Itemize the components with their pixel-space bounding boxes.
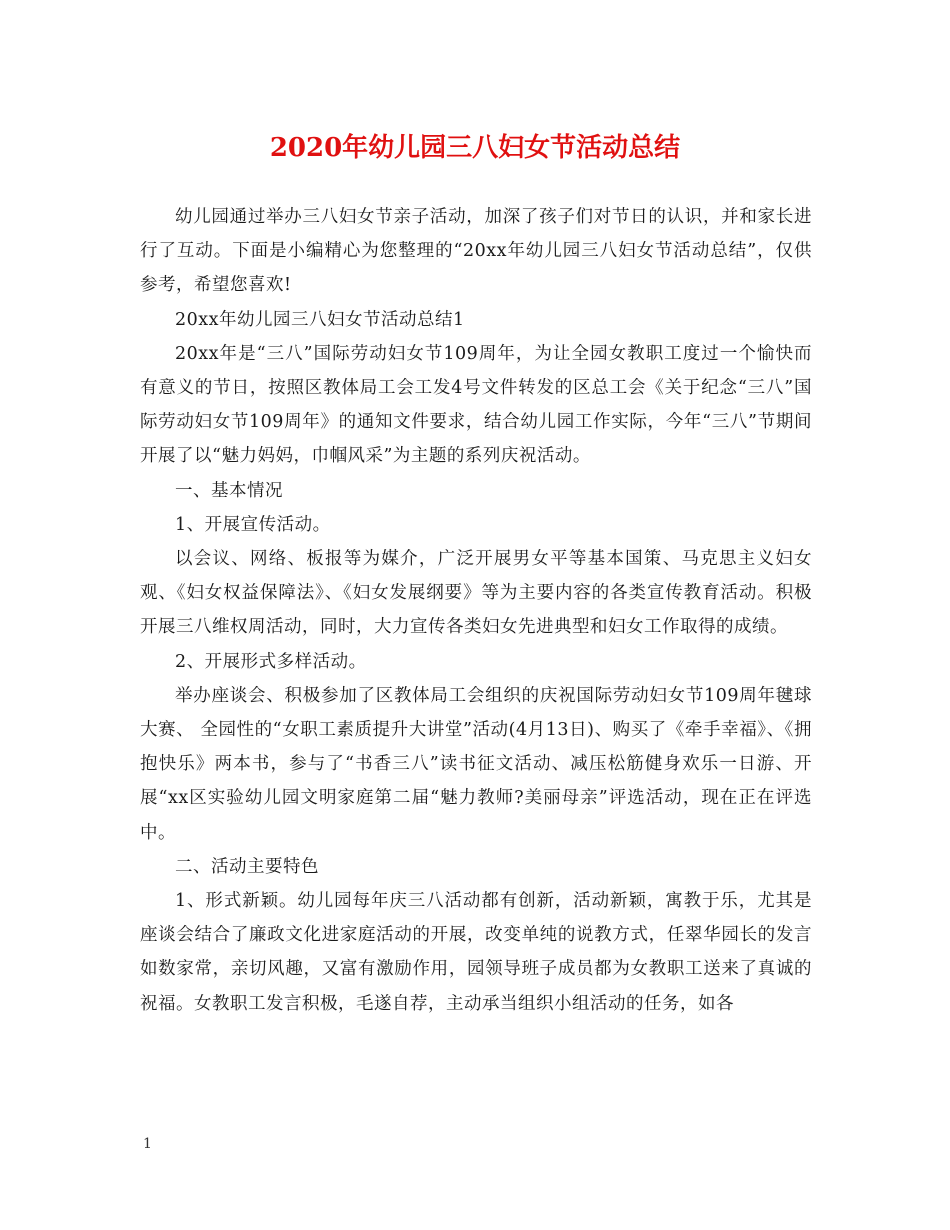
- body-paragraph: 举办座谈会、积极参加了区教体局工会组织的庆祝国际劳动妇女节109周年毽球大赛、 全园性的“女职工素质提升大讲堂”活动(4月13日)、购买了《牵手幸福》、《拥抱快乐》两本书，参与了“书香三八”读书征文活动、减压松筋健身欢乐一日游、开展“xx区实验幼儿园文明家庭第二届“魅力教师?美丽母亲”评选活动，现在正在评选中。: [140, 685, 812, 843]
- intro-paragraph: 幼儿园通过举办三八妇女节亲子活动，加深了孩子们对节日的认识，并和家长进行了互动。下面是小编精心为您整理的“20xx年幼儿园三八妇女节活动总结”，仅供参考，希望您喜欢!: [140, 207, 812, 296]
- document-title: 2020年幼儿园三八妇女节活动总结: [269, 133, 681, 163]
- page-number: 1: [143, 1136, 152, 1152]
- body-paragraph: 1、形式新颖。幼儿园每年庆三八活动都有创新，活动新颖，寓教于乐，尤其是座谈会结合了廉政文化进家庭活动的开展，改变单纯的说教方式，任翠华园长的发言如数家常，亲切风趣，又富有激励作用，园领导班子成员都为女教职工送来了真诚的祝福。女教职工发言积极，毛遂自荐，主动承当组织小组活动的任务，如各: [140, 891, 812, 1014]
- subsection-heading: 二、活动主要特色: [175, 856, 319, 877]
- body-paragraph: 20xx年是“三八”国际劳动妇女节109周年，为让全园女教职工度过一个愉快而有意义的节日，按照区教体局工会工发4号文件转发的区总工会《关于纪念“三八”国际劳动妇女节109周年》的通知文件要求，结合幼儿园工作实际，今年“三八”节期间开展了以“魅力妈妈，巾帼风采”为主题的系列庆祝活动。: [140, 343, 812, 467]
- section-heading: 20xx年幼儿园三八妇女节活动总结1: [175, 309, 465, 330]
- subsection-heading: 一、基本情况: [175, 480, 283, 501]
- list-item-heading: 2、开展形式多样活动。: [175, 651, 367, 672]
- document-body: [140, 200, 812, 1021]
- list-item-heading: 1、开展宣传活动。: [175, 514, 331, 535]
- body-paragraph: 以会议、网络、板报等为媒介，广泛开展男女平等基本国策、马克思主义妇女观、《妇女权益保障法》、《妇女发展纲要》等为主要内容的各类宣传教育活动。积极开展三八维权周活动，同时，大力宣传各类妇女先进典型和妇女工作取得的成绩。: [140, 549, 812, 638]
